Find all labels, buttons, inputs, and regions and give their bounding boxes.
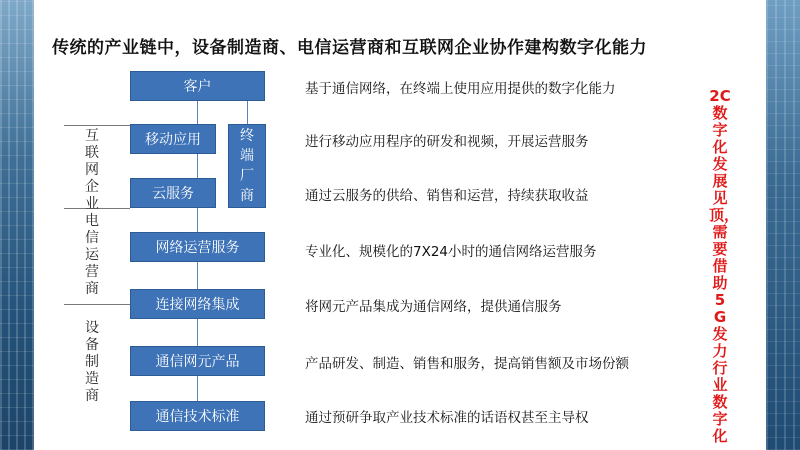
customer-description: 基于通信网络，在终端上使用应用提供的数字化能力 bbox=[305, 81, 616, 97]
mobile-app-description: 进行移动应用程序的研发和视频，开展运营服务 bbox=[305, 134, 589, 150]
cloud-description: 通过云服务的供给、销售和运营，持续获取收益 bbox=[305, 188, 589, 204]
integration-description: 将网元产品集成为通信网络，提供通信服务 bbox=[305, 299, 562, 315]
customer-box: 客户 bbox=[130, 71, 265, 101]
left-decoration bbox=[0, 0, 34, 450]
network-ops-box: 网络运营服务 bbox=[130, 232, 265, 262]
terminal-maker-box bbox=[228, 124, 266, 208]
telecom-group-label: 电信运营商 bbox=[85, 213, 99, 297]
integration-box: 连接网络集成 bbox=[130, 289, 265, 319]
slide-title: 传统的产业链中，设备制造商、电信运营商和互联网企业协作建构数字化能力 bbox=[52, 38, 647, 58]
terminal-maker-label: 终端厂商 bbox=[240, 128, 254, 204]
right-decoration bbox=[766, 0, 800, 450]
side-note: 2C数字化发展见顶，需要借助5G发力行业数字化 bbox=[709, 87, 740, 445]
internet-bracket-top bbox=[64, 125, 130, 126]
telecom-standard-description: 通过预研争取产业技术标准的话语权甚至主导权 bbox=[305, 410, 589, 426]
telecom-standard-box: 通信技术标准 bbox=[130, 401, 265, 431]
terminal-connector bbox=[247, 100, 248, 126]
cloud-box: 云服务 bbox=[130, 178, 216, 208]
internet-group-label: 互联网企业 bbox=[85, 128, 99, 212]
telecom-product-description: 产品研发、制造、销售和服务，提高销售额及市场份额 bbox=[305, 356, 629, 372]
equipment-group-label: 设备制造商 bbox=[85, 320, 99, 404]
telecom-product-box: 通信网元产品 bbox=[130, 346, 265, 376]
telecom-bracket-bottom bbox=[64, 304, 130, 305]
network-ops-description: 专业化、规模化的7X24小时的通信网络运营服务 bbox=[305, 244, 597, 260]
mobile-app-box: 移动应用 bbox=[130, 124, 216, 154]
